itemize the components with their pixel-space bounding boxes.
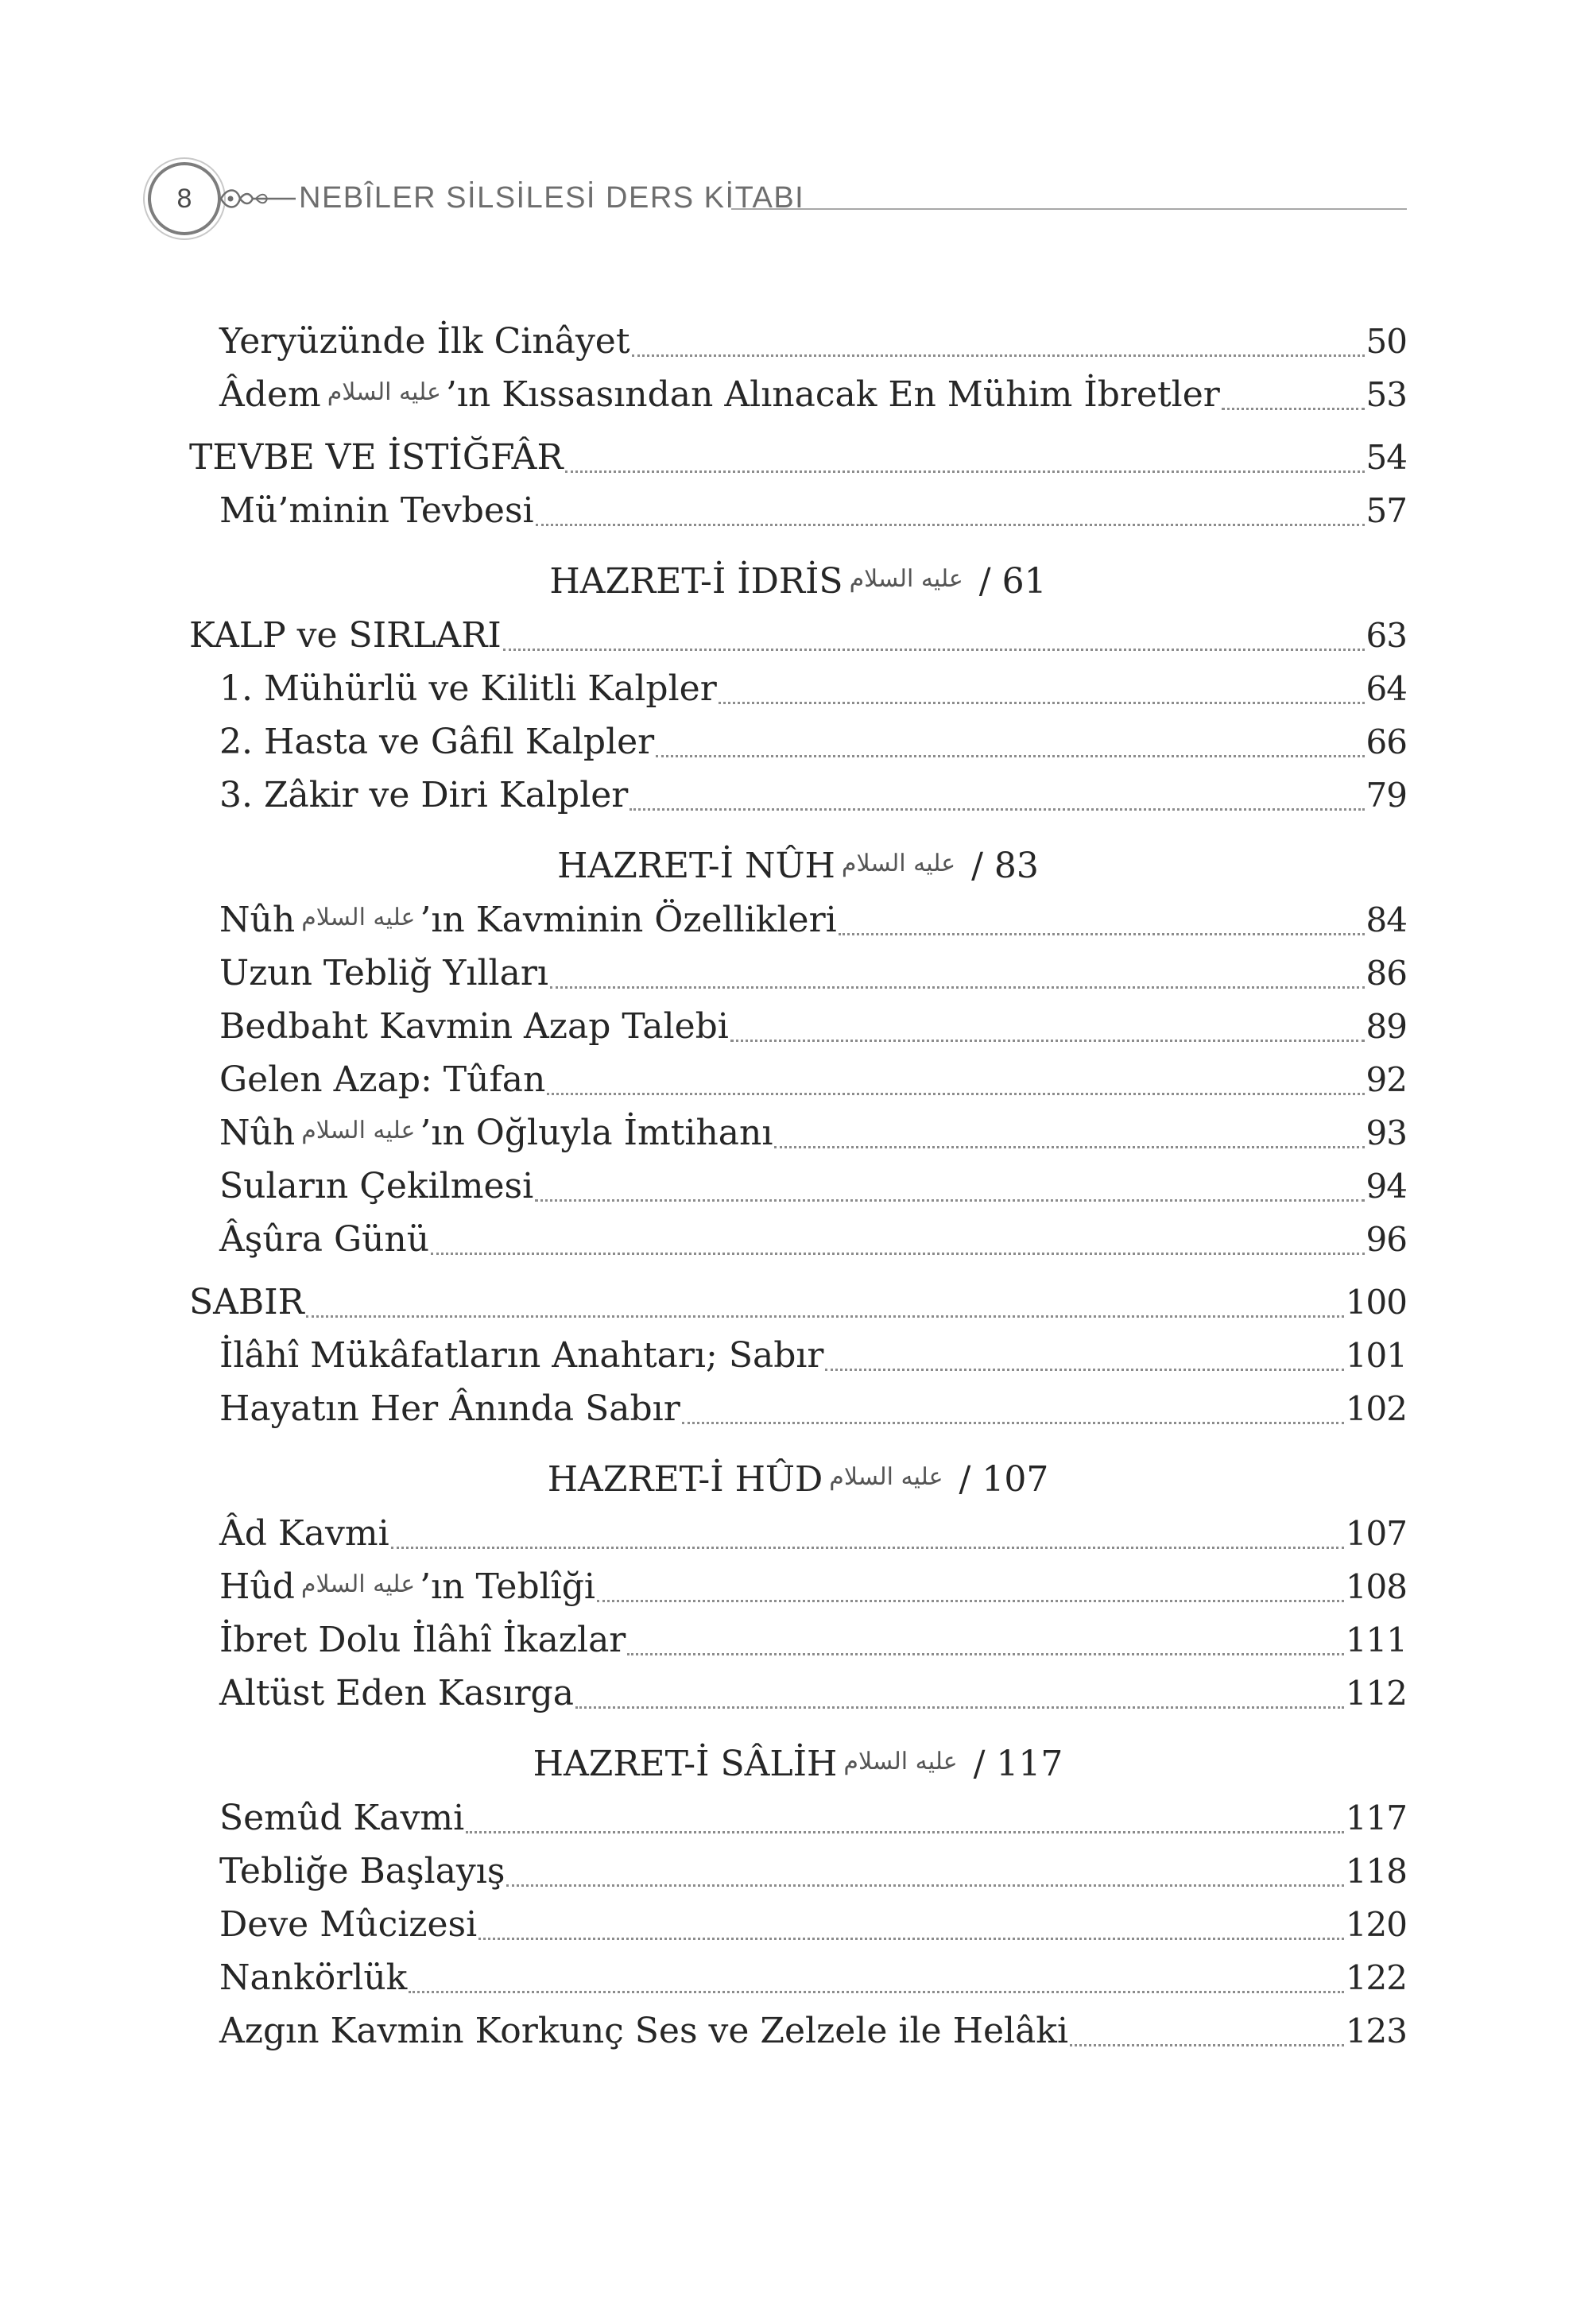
entry-title	[219, 1388, 680, 1429]
chapter-heading[interactable]	[189, 1442, 1407, 1513]
toc-entry[interactable]	[189, 1166, 1407, 1219]
entry-title-text: Âşûra Günü	[219, 1219, 430, 1260]
entry-page-number: 54	[1366, 438, 1407, 477]
entry-title	[219, 1335, 823, 1376]
toc-section-entry[interactable]	[189, 1282, 1407, 1335]
toc-entry[interactable]	[189, 1673, 1407, 1726]
toc-entry[interactable]	[189, 1006, 1407, 1059]
dot-leader	[431, 1250, 1364, 1255]
entry-title-text: Semûd Kavmi	[219, 1798, 465, 1838]
entry-title	[219, 1620, 626, 1660]
entry-page-number: 120	[1345, 1905, 1407, 1944]
entry-page-number: 123	[1345, 2012, 1407, 2050]
toc-entry[interactable]	[189, 2011, 1407, 2064]
entry-title-text: KALP ve SIRLARI	[189, 615, 502, 656]
header-rule	[731, 208, 1407, 210]
chapter-title: HAZRET-İ HÛD	[547, 1459, 823, 1500]
entry-title-text: Gelen Azap: Tûfan	[219, 1059, 546, 1100]
entry-title-text: Tebliğe Başlayış	[219, 1851, 506, 1891]
toc-entry[interactable]	[189, 321, 1407, 374]
entry-title	[219, 1851, 505, 1891]
dot-leader	[306, 1313, 1344, 1318]
toc-entry[interactable]	[189, 1620, 1407, 1673]
dot-leader	[629, 806, 1364, 811]
chapter-heading[interactable]	[189, 1726, 1407, 1798]
entry-page-number: 63	[1366, 616, 1407, 655]
toc-entry[interactable]	[189, 1513, 1407, 1566]
entry-title-text: Deve Mûcizesi	[219, 1904, 478, 1945]
entry-title-text: ’ın Kıssasından Alınacak En Mühim İbretler	[445, 374, 1220, 415]
honorific-icon: عليه السلام	[849, 565, 963, 593]
entry-page-number: 118	[1345, 1852, 1407, 1891]
dot-leader	[839, 931, 1365, 935]
chapter-title: HAZRET-İ İDRİS	[549, 561, 843, 602]
entry-title-text: Nûh	[219, 900, 296, 940]
honorific-icon: عليه السلام	[843, 1748, 958, 1775]
entry-title-text: ’ın Kavminin Özellikleri	[420, 900, 837, 940]
entry-page-number: 53	[1366, 375, 1407, 414]
toc-section-entry[interactable]	[189, 615, 1407, 668]
toc-entry[interactable]	[189, 1957, 1407, 2011]
dot-leader	[478, 1935, 1344, 1940]
entry-title-text: Azgın Kavmin Korkunç Ses ve Zelzele ile Helâki	[219, 2011, 1069, 2051]
page-number: 8	[176, 184, 192, 214]
book-title: NEBÎLER SİLSİLESİ DERS KİTABI	[299, 181, 805, 215]
running-header	[148, 159, 1407, 242]
page-number-badge	[148, 162, 221, 235]
entry-page-number: 111	[1345, 1620, 1407, 1659]
entry-title-text: Uzun Tebliğ Yılları	[219, 953, 548, 993]
entry-title	[219, 2011, 1068, 2051]
honorific-icon: عليه السلام	[301, 1117, 416, 1144]
honorific-icon: عليه السلام	[829, 1463, 943, 1491]
entry-title-text: Altüst Eden Kasırga	[219, 1673, 574, 1713]
entry-page-number: 79	[1366, 776, 1407, 815]
toc-entry[interactable]	[189, 490, 1407, 544]
entry-title	[219, 1957, 407, 1998]
entry-title	[189, 1282, 304, 1322]
entry-page-number: 93	[1366, 1113, 1407, 1152]
dot-leader	[503, 646, 1365, 651]
entry-title	[219, 1006, 729, 1047]
dot-leader	[547, 1090, 1364, 1095]
chapter-page: / 83	[971, 846, 1039, 886]
entry-title-text: 1. Mühürlü ve Kilitli Kalpler	[219, 668, 717, 709]
entry-page-number: 107	[1345, 1514, 1407, 1553]
entry-title-text: İlâhî Mükâfatların Anahtarı; Sabır	[219, 1335, 824, 1376]
toc-entry[interactable]	[189, 1851, 1407, 1904]
entry-title	[219, 490, 534, 531]
entry-title-text: Âd Kavmi	[219, 1513, 389, 1554]
toc-entry[interactable]	[189, 1059, 1407, 1113]
dot-leader	[536, 521, 1365, 526]
entry-title-text: Mü’minin Tevbesi	[219, 490, 534, 531]
entry-page-number: 117	[1345, 1799, 1407, 1837]
toc-entry[interactable]	[189, 1388, 1407, 1442]
entry-page-number: 122	[1345, 1958, 1407, 1997]
entry-title-text: TEVBE VE İSTİĞFÂR	[189, 437, 564, 478]
dot-leader	[575, 1704, 1344, 1709]
dot-leader	[719, 699, 1365, 704]
entry-title-text: SABIR	[189, 1282, 304, 1322]
honorific-icon: عليه السلام	[301, 904, 416, 931]
entry-title	[219, 1673, 574, 1713]
entry-page-number: 94	[1366, 1167, 1407, 1206]
entry-title-text: 3. Zâkir ve Diri Kalpler	[219, 775, 629, 815]
entry-page-number: 89	[1366, 1007, 1407, 1046]
toc-entry[interactable]	[189, 1335, 1407, 1388]
entry-page-number: 112	[1345, 1674, 1407, 1713]
entry-title	[219, 1798, 464, 1838]
entry-title-text: Âdem	[219, 374, 321, 415]
entry-page-number: 86	[1366, 954, 1407, 993]
entry-title	[219, 321, 630, 362]
dot-leader	[730, 1037, 1365, 1042]
entry-title	[219, 1113, 773, 1153]
dot-leader	[466, 1829, 1344, 1833]
dot-leader	[535, 1197, 1364, 1202]
honorific-icon: عليه السلام	[841, 850, 956, 877]
dot-leader	[409, 1988, 1344, 1993]
dot-leader	[1070, 2042, 1344, 2046]
entry-title	[219, 1904, 477, 1945]
entry-title	[219, 668, 717, 709]
entry-page-number: 96	[1366, 1220, 1407, 1259]
entry-page-number: 66	[1366, 722, 1407, 761]
toc-entry[interactable]	[189, 1219, 1407, 1272]
entry-title	[219, 1219, 429, 1260]
honorific-icon: عليه السلام	[327, 378, 441, 406]
entry-title-text: Bedbaht Kavmin Azap Talebi	[219, 1006, 729, 1047]
toc-entry[interactable]	[189, 1904, 1407, 1957]
entry-page-number: 84	[1366, 900, 1407, 939]
chapter-title: HAZRET-İ NÛH	[557, 846, 835, 886]
entry-title	[219, 775, 628, 815]
dot-leader	[550, 984, 1365, 989]
honorific-icon: عليه السلام	[300, 1570, 416, 1598]
entry-title	[219, 374, 1220, 415]
entry-title-text: ’ın Teblîği	[420, 1566, 595, 1607]
chapter-heading[interactable]	[189, 544, 1407, 615]
entry-title	[219, 900, 837, 940]
entry-page-number: 100	[1345, 1283, 1407, 1322]
entry-page-number: 92	[1366, 1060, 1407, 1099]
ornament-icon	[219, 183, 296, 215]
entry-title-text: Nankörlük	[219, 1957, 408, 1998]
entry-title-text: İbret Dolu İlâhî İkazlar	[219, 1620, 626, 1660]
entry-title-text: Nûh	[219, 1113, 296, 1153]
entry-page-number: 64	[1366, 669, 1407, 708]
dot-leader	[682, 1419, 1344, 1424]
entry-title-text: Yeryüzünde İlk Cinâyet	[219, 321, 630, 362]
dot-leader	[565, 468, 1365, 473]
entry-title	[219, 1059, 545, 1100]
entry-title-text: 2. Hasta ve Gâfil Kalpler	[219, 722, 655, 762]
entry-title-text: Suların Çekilmesi	[219, 1166, 534, 1206]
dot-leader	[627, 1651, 1344, 1655]
toc-entry[interactable]	[189, 722, 1407, 775]
dot-leader	[1222, 405, 1365, 410]
entry-title-text: Hûd	[219, 1566, 295, 1607]
entry-page-number: 102	[1345, 1389, 1407, 1428]
entry-title	[189, 437, 564, 478]
toc-entry[interactable]	[189, 374, 1407, 428]
chapter-heading[interactable]	[189, 828, 1407, 900]
dot-leader	[391, 1544, 1344, 1549]
toc-entry[interactable]	[189, 953, 1407, 1006]
entry-title	[219, 953, 548, 993]
dot-leader	[632, 352, 1365, 357]
chapter-page: / 107	[959, 1459, 1049, 1500]
entry-page-number: 108	[1345, 1567, 1407, 1606]
entry-page-number: 101	[1345, 1336, 1407, 1375]
entry-page-number: 57	[1366, 491, 1407, 530]
entry-page-number: 50	[1366, 322, 1407, 361]
dot-leader	[774, 1144, 1364, 1148]
entry-title-text: ’ın Oğluyla İmtihanı	[420, 1113, 773, 1153]
dot-leader	[597, 1597, 1344, 1602]
table-of-contents	[189, 321, 1407, 2064]
dot-leader	[506, 1882, 1343, 1887]
entry-title-text: Hayatın Her Ânında Sabır	[219, 1388, 680, 1429]
toc-entry[interactable]	[189, 668, 1407, 722]
dot-leader	[656, 753, 1364, 757]
entry-title	[219, 1513, 389, 1554]
toc-section-entry[interactable]	[189, 437, 1407, 490]
dot-leader	[825, 1366, 1343, 1371]
toc-entry[interactable]	[189, 1113, 1407, 1166]
toc-entry[interactable]	[189, 900, 1407, 953]
chapter-page: / 61	[978, 561, 1047, 602]
toc-entry[interactable]	[189, 775, 1407, 828]
toc-entry[interactable]	[189, 1566, 1407, 1620]
chapter-page: / 117	[973, 1744, 1063, 1784]
chapter-title: HAZRET-İ SÂLİH	[533, 1744, 838, 1784]
entry-title	[219, 722, 654, 762]
entry-title	[219, 1566, 595, 1607]
entry-title	[189, 615, 502, 656]
toc-entry[interactable]	[189, 1798, 1407, 1851]
entry-title	[219, 1166, 533, 1206]
